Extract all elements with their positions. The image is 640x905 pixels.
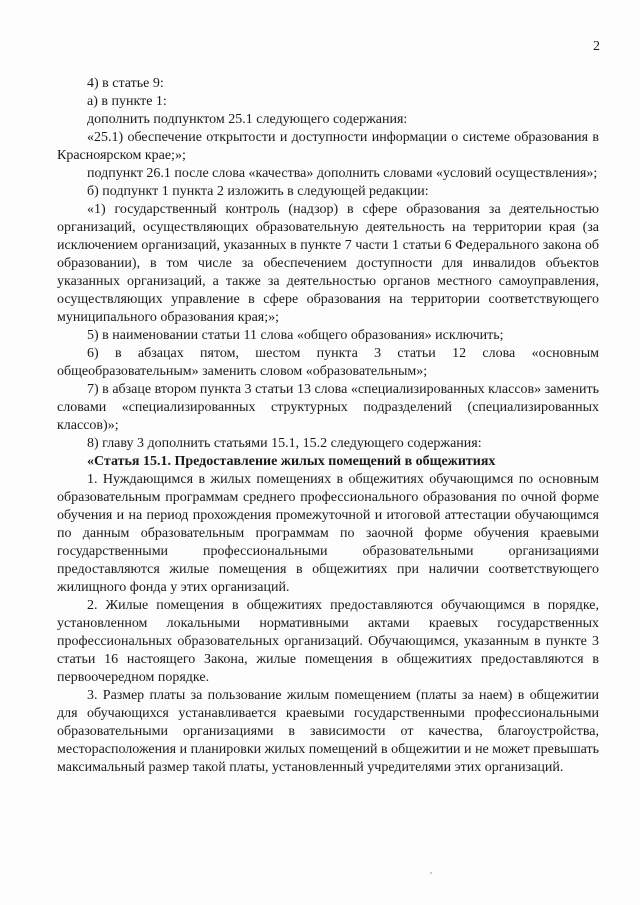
paragraph-item-6: 6) в абзацах пятом, шестом пункта 3 статьи 12 слова «основным общеобразовательным» заменить словом «образовательным»; (57, 346, 599, 379)
article-clause-1: 1. Нуждающимся в жилых помещениях в общежитиях обучающимся по основным образовательным программам среднего профессионального образования по очной форме обучения и на период прохождения промежуточной и итоговой аттестации обучающимся по данным образовательным программам по заочной форме обучения краевыми государственными профессиональными образовательными организациями предоставляются жилые помещения в общежитиях при наличии соответствующего жилищного фонда у этих организаций. (57, 472, 599, 595)
paragraph-item-7: 7) в абзаце втором пункта 3 статьи 13 слова «специализированных классов» заменить словами «специализированных структурных подразделений (специализированных классов)»; (57, 382, 599, 433)
paragraph-item-4: 4) в статье 9: (87, 76, 164, 91)
paragraph-subitem-b: б) подпункт 1 пункта 2 изложить в следующей редакции: (87, 184, 429, 199)
paragraph-quote-control: «1) государственный контроль (надзор) в сфере образования за деятельностью организаций, осуществляющих образовательную деятельность на территории края (за исключением организаций, указанных в пункте 7 части 1 статьи 6 Федерального закона об образовании), в том числе за обеспечением доступности для инвалидов объектов указанных организаций, а также за деятельностью органов местного самоуправления, осуществляющих управление в сфере образования на территории соответствующего муниципального образования края;»; (57, 202, 599, 325)
paragraph-quote-25-1: «25.1) обеспечение открытости и доступности информации о системе образования в Красноярском крае;»; (57, 130, 599, 163)
paragraph-subitem-a: а) в пункте 1: (87, 94, 167, 109)
scan-speck (430, 872, 432, 874)
page-number: 2 (593, 39, 600, 54)
article-clause-2: 2. Жилые помещения в общежитиях предоставляются обучающимся в порядке, установленном локальными нормативными актами краевых государственных профессиональных образовательных организаций. Обучающимся, указанным в пункте 3 статьи 16 настоящего Закона, жилые помещения в общежитиях предоставляются в первоочередном порядке. (57, 598, 599, 685)
document-body (57, 75, 599, 777)
paragraph-add-25-1: дополнить подпунктом 25.1 следующего содержания: (87, 112, 408, 127)
paragraph-26-1: подпункт 26.1 после слова «качества» дополнить словами «условий осуществления»; (87, 166, 598, 181)
article-clause-3: 3. Размер платы за пользование жилым помещением (платы за наем) в общежитии для обучающихся устанавливается краевыми государственными профессиональными образовательными организациями в зависимости от качества, благоустройства, месторасположения и планировки жилых помещений в общежитии и не может превышать максимальный размер такой платы, установленный учредителями этих организаций. (57, 688, 599, 775)
paragraph-item-8: 8) главу 3 дополнить статьями 15.1, 15.2 следующего содержания: (87, 436, 482, 451)
paragraph-item-5: 5) в наименовании статьи 11 слова «общего образования» исключить; (87, 328, 504, 343)
article-heading: «Статья 15.1. Предоставление жилых помещений в общежитиях (87, 454, 496, 469)
